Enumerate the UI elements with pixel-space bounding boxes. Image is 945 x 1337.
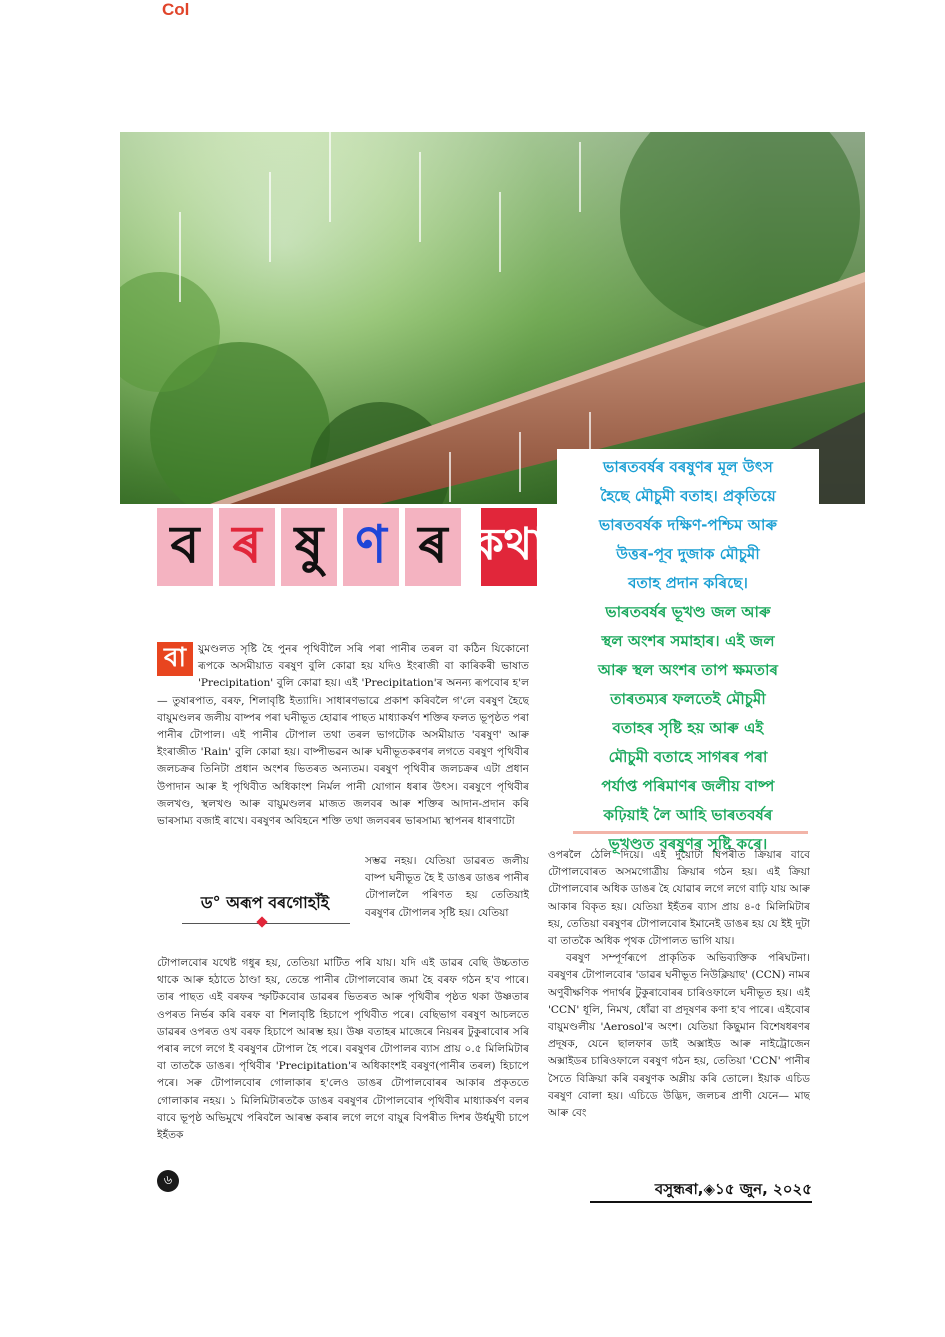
pull-line: উত্তৰ-পূব দুজাক মৌচুমী — [616, 545, 760, 563]
title-letter: ষু — [294, 514, 324, 575]
pull-line: ভাৰতবৰ্ষৰ বৰষুণৰ মূল উৎস — [603, 458, 773, 476]
author-byline — [200, 890, 330, 924]
title-block-2 — [219, 508, 275, 586]
corner-marker: Col — [162, 0, 190, 19]
pull-line: স্থল অংশৰ সমাহাৰ। এই জল — [601, 632, 775, 650]
body-column-2 — [548, 847, 810, 1165]
body-column-1-bottom — [157, 955, 529, 1167]
pull-line: কঢ়িয়াই লৈ আহি ভাৰতবৰ্ষৰ — [603, 806, 773, 824]
pull-line: ভাৰতবৰ্ষৰ ভূখণ্ড জল আৰু — [605, 603, 771, 621]
pull-line: বতাহ প্ৰদান কৰিছে। — [628, 574, 748, 592]
title-block-5 — [405, 508, 461, 586]
title-block-1 — [157, 508, 213, 586]
footer-rule — [590, 1201, 812, 1203]
page-number: ৬ — [157, 1170, 179, 1192]
pull-quote-underline — [573, 831, 808, 834]
author-name: ড° অৰূপ বৰগোহাঁই — [200, 893, 330, 912]
title-letter: ৰ — [232, 514, 262, 575]
diamond-ornament — [256, 916, 267, 927]
author-rule — [182, 923, 350, 924]
body-column-1-inset — [365, 853, 529, 955]
paragraph-1b: সম্ভৱ নহয়। যেতিয়া ডাৱৰত জলীয় বাষ্প ঘনীভূত হৈ ই ডাঙৰ ডাঙৰ পানীৰ টোপাললৈ পৰিণত হয় তেতিয়াই বৰষুণৰ টোপালৰ সৃষ্টি হয়। যেতিয়া — [365, 855, 529, 919]
pull-line: পৰ্যাপ্ত পৰিমাণৰ জলীয় বাষ্প — [601, 777, 775, 795]
pull-line: আৰু স্থল অংশৰ তাপ ক্ষমতাৰ — [597, 661, 779, 679]
pull-quote — [557, 449, 819, 853]
paragraph-3: বৰষুণ সম্পূৰ্ণৰূপে প্ৰাকৃতিক অভিব্যক্তিক পৰিঘটনা। বৰষুণৰ টোপালবোৰ 'ডাৱৰ ঘনীভূত নিউক্লিয়াছ' (CCN) নামৰ অণুবীক্ষণিক পদাৰ্থৰ টুকুৰাবোৰৰ চাৰিওফালে ঘনীভূত হয়। এই 'CCN' ধূলি, নিমখ, ধোঁৱা বা প্ৰদূষণৰ কণা হ'ব পাৰে। এইবোৰ বায়ুমণ্ডলীয় 'Aerosol'ৰ অংশ। যেতিয়া কিছুমান বিশেষধৰণৰ প্ৰদূষক, যেনে ছালফাৰ ডাই অক্সাইড আৰু নাইট্ৰোজেন অক্সাইডৰ চাৰিওফালে বৰষুণ গঠন হয়, তেতিয়া 'CCN' পানীৰ সৈতে বিক্ৰিয়া কৰি বৰষুণক অম্লীয় কৰি তোলে। ইয়াক এচিড বৰষুণ বোলা হয়। এচিডে উদ্ভিদ, জলচৰ প্ৰাণী যেনে— মাছ আৰু বেং — [548, 952, 810, 1120]
article-title — [157, 508, 546, 586]
title-letter: ণ — [355, 514, 387, 575]
paragraph-1c: টোপালবোৰ যথেষ্ট গধুৰ হয়, তেতিয়া মাটিত পৰি যায়। যদি এই ডাৱৰ বেছি উচ্চতাত থাকে আৰু হঠাতে ঠাণ্ডা হয়, তেন্তে পানীৰ টোপালবোৰ জমা হৈ বৰফ গঠন হ'ব পাৰে। তাৰ পাছত এই বৰফৰ স্ফটিকবোৰ ডাৱৰৰ ভিতৰত আৰু পৃথিবীৰ পৃষ্ঠত থকা উষ্ণতাৰ ওপৰত নিৰ্ভৰ কৰি বৰফ বা শিলাবৃষ্টি হিচাপে পৃথিবীত পৰে। বেছিভাগ বৰষুণ আচলতে ডাৱৰৰ ওপৰত ওখ বৰফ হিচাপে আৰম্ভ হয়। উষ্ণ বতাহৰ মাজেৰে নিয়ৰৰ টুকুৰাবোৰ সৰি পৰাৰ লগে লগে ই বৰষুণৰ টোপাল হৈ পৰে। বৰষুণৰ টোপালৰ ব্যাস প্ৰায় ০.৫ মিলিমিটাৰ বা তাতকৈ ডাঙৰ। পৃথিবীৰ 'Precipitation'ৰ অধিকাংশই বৰষুণ(পানীৰ তৰল) হিচাপে পৰে। সৰু টোপালবোৰ গোলাকাৰ হ'লেও ডাঙৰ টোপালবোৰৰ আকাৰ প্ৰকৃততে গোলাকাৰ নহয়। ১ মিলিমিটাৰতকৈ ডাঙৰ বৰষুণৰ টোপালবোৰ পৃথিবীৰ মাধ্যাকৰ্ষণ বলৰ বাবে ভূপৃষ্ঠ অভিমুখে পৰিবলৈ আৰম্ভ কৰাৰ লগে লগে বায়ুৰ বিপৰীত দিশৰ উৰ্ধমুখী চাপে ইহঁতক — [157, 957, 529, 1142]
title-block-6 — [472, 508, 546, 586]
title-letter: ব — [170, 514, 200, 575]
title-letter: কথা — [472, 518, 546, 570]
paragraph-1: য়ুমণ্ডলত সৃষ্টি হৈ পুনৰ পৃথিবীলৈ সৰি পৰা পানীৰ তৰল বা কঠিন যিকোনো ৰূপকে অসমীয়াত বৰষুণ বুলি কোৱা হয় যদিও ইংৰাজী বা কাৰিকৰী ভাষাত 'Precipitation' বুলি কোৱা হয়। এই 'Precipitation'ৰ অনন্য ৰূপবোৰ হ'ল— তুষাৰপাত, বৰফ, শিলাবৃষ্টি ইত্যাদি। সাধাৰণভাৱে প্ৰকাশ কৰিবলৈ গ'লে বৰষুণ হৈছে বায়ুমণ্ডলৰ জলীয় বাষ্পৰ পৰা ঘনীভূত হোৱাৰ পাছত মাধ্যাকৰ্ষণ শক্তিৰ ফলত ভূপৃষ্ঠত পৰা পানীৰ টোপাল। এই পানীৰ টোপাল তথা তৰল ভাগটোক অসমীয়াত 'বৰষুণ' আৰু ইংৰাজীত 'Rain' বুলি কোৱা হয়। বাষ্পীভৱন আৰু ঘনীভূতকৰণৰ লগতে বৰষুণ পৃথিবীৰ জলচক্ৰৰ তিনিটা প্ৰধান অংশৰ ভিতৰত অন্যতম। বৰষুণ পৃথিবীৰ জলচক্ৰৰ এটা প্ৰধান উপাদান আৰু ই পৃথিবীত অধিকাংশ নিৰ্মল পানী যোগান ধৰাৰ উৎস। বৰষুণে পৃথিবীৰ জলখণ্ড, স্থলখণ্ড আৰু বায়ুমণ্ডলৰ মাজত জলবৰ আৰু শক্তিৰ আদান-প্ৰদান কৰি ভাৰসাম্য বজাই ৰাখে। বৰষুণৰ অবিহনে শক্তি তথা জলবৰৰ ভাৰসাম্য স্থাপনৰ ধাৰণাটো — [157, 643, 529, 828]
pull-line: তাৰতম্যৰ ফলতেই মৌচুমী — [610, 690, 766, 708]
publication-footer: বসুন্ধৰা,◈১৫ জুন, ২০২৫ — [654, 1180, 812, 1198]
title-block-4 — [343, 508, 399, 586]
pull-line: বতাহৰ সৃষ্টি হয় আৰু এই — [612, 719, 764, 737]
title-letter: ৰ — [418, 514, 448, 575]
body-column-1-top — [157, 641, 529, 853]
title-block-3 — [281, 508, 337, 586]
pull-line: ভাৰতবৰ্ষক দক্ষিণ-পশ্চিম আৰু — [598, 516, 778, 534]
paragraph-2: ওপৰলৈ ঠেলি দিয়ে। এই দুয়োটা বিপৰীত ক্ৰিয়াৰ বাবে টোপালবোৰত অসমগোত্ৰীয় ক্ৰিয়াৰ গঠন হয়। এই ক্ৰিয়া টোপালবোৰ অধিক ডাঙৰ হৈ যোৱাৰ লগে লগে বাঢ়ি যায় আৰু আকাৰ বিকৃত হয়। যেতিয়া ইহঁতৰ ব্যাস প্ৰায় ৪-৫ মিলিমিটাৰ হয়, তেতিয়া বৰষুণৰ টোপালবোৰ ইমানেই ডাঙৰ হয় যে ইই দুটা বা তাতকৈ অধিক পৃথক টোপালত ভাগি যায়। — [548, 849, 810, 948]
pull-line: ভূখণ্ডত বৰষুণৰ সৃষ্টি কৰে। — [608, 835, 768, 853]
pull-line: মৌচুমী বতাহে সাগৰৰ পৰা — [608, 748, 768, 766]
drop-cap: বা — [157, 642, 193, 676]
pull-line: হৈছে মৌচুমী বতাহ। প্ৰকৃতিয়ে — [600, 487, 776, 505]
